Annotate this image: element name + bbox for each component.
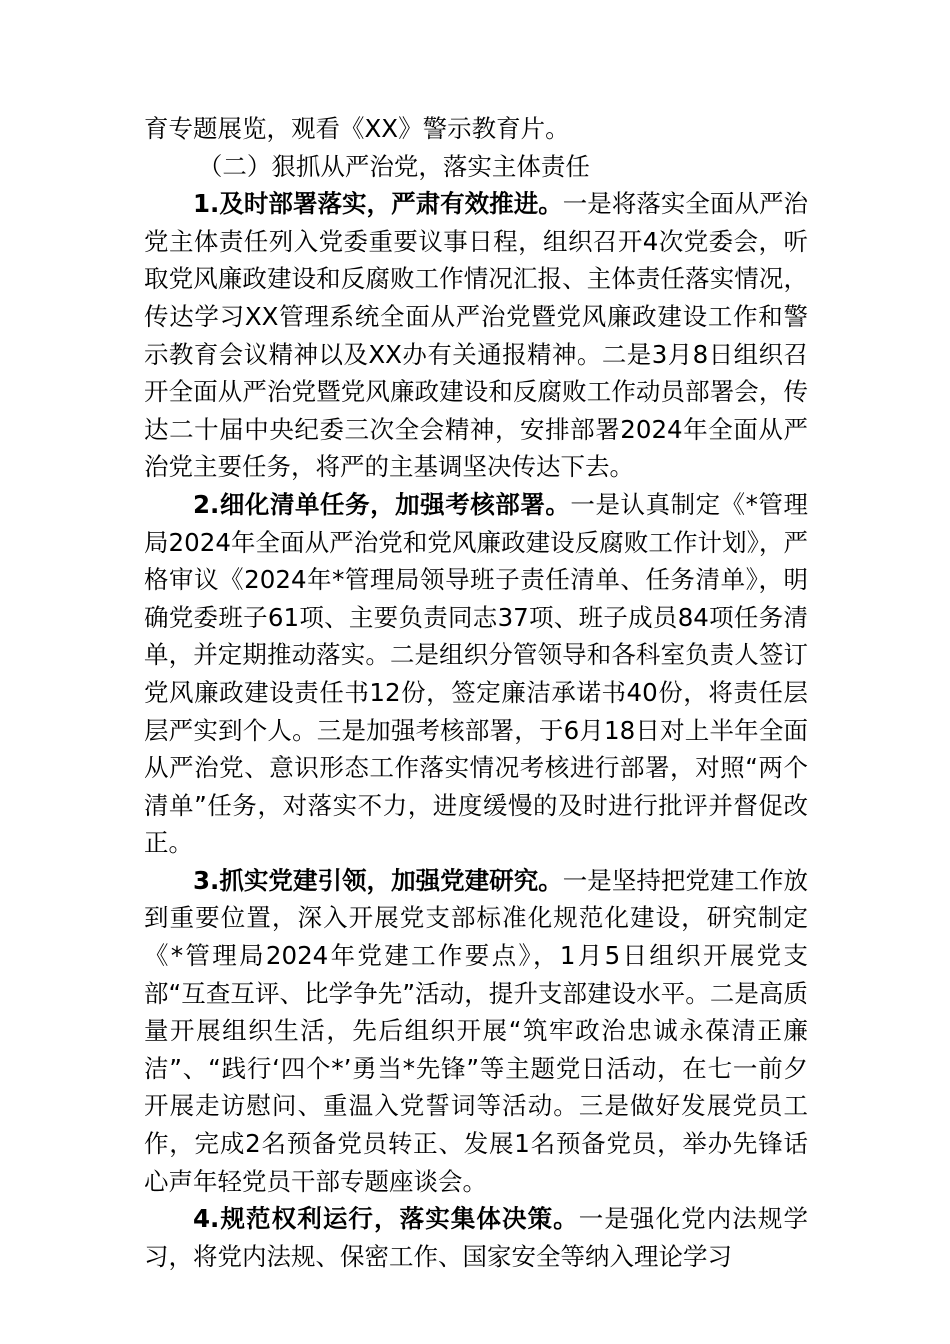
paragraph-item-4 [144,1200,808,1275]
subheading-text: （二）狠抓从严治党，落实主体责任 [197,151,590,181]
paragraph-text: 一是认真制定《*管理局2024年全面从严治党和党风廉政建设反腐败工作计划》，严格审议《2024年*管理局领导班子责任清单、任务清单》，明确党委班子61项、主要负责同志37项、班子成员84项任务清单，并定期推动落实。二是组织分管领导和各科室负责人签订党风廉政建设责任书12份，签定廉洁承诺书40份，将责任层层严实到个人。三是加强考核部署，于6月18日对上半年全面从严治党、意识形态工作落实情况考核进行部署，对照“两个清单”任务，对落实不力，进度缓慢的及时进行批评并督促改正。 [144,489,809,858]
paragraph-text: 一是将落实全面从严治党主体责任列入党委重要议事日程，组织召开4次党委会，听取党风廉政建设和反腐败工作情况汇报、主体责任落实情况，传达学习XX管理系统全面从严治党暨党风廉政建设工作和警示教育会议精神以及XX办有关通报精神。二是3月8日组织召开全面从严治党暨党风廉政建设和反腐败工作动员部署会，传达二十届中央纪委三次全会精神，安排部署2024年全面从严治党主要任务，将严的主基调坚决传达下去。 [144,189,809,482]
item-heading: 3.抓实党建引领，加强党建研究。 [193,865,563,895]
paragraph-item-1 [144,185,808,486]
item-heading: 4.规范权利运行，落实集体决策。 [193,1204,579,1234]
paragraph-continuation [144,110,808,148]
item-heading: 2.细化清单任务，加强考核部署。 [193,489,571,519]
paragraph-text: 一是强化党内法规学习，将党内法规、保密工作、国家安全等纳入理论学习 [144,1204,808,1271]
section-subheading [144,148,808,186]
paragraph-text: 一是坚持把党建工作放到重要位置，深入开展党支部标准化规范化建设，研究制定《*管理局2024年党建工作要点》，1月5日组织开展党支部“互查互评、比学争先”活动，提升支部建设水平。二是高质量开展组织生活，先后组织开展“筑牢政治忠诚永葆清正廉洁”、“践行‘四个*’勇当*先锋”等主题党日活动，在七一前夕开展走访慰问、重温入党誓词等活动。三是做好发展党员工作，完成2名预备党员转正、发展1名预备党员，举办先锋话心声年轻党员干部专题座谈会。 [144,865,809,1196]
paragraph-text: 育专题展览，观看《XX》警示教育片。 [144,114,570,143]
document-body [144,110,808,1275]
paragraph-item-3 [144,862,808,1200]
paragraph-item-2 [144,486,808,862]
item-heading: 1.及时部署落实，严肃有效推进。 [193,189,563,219]
